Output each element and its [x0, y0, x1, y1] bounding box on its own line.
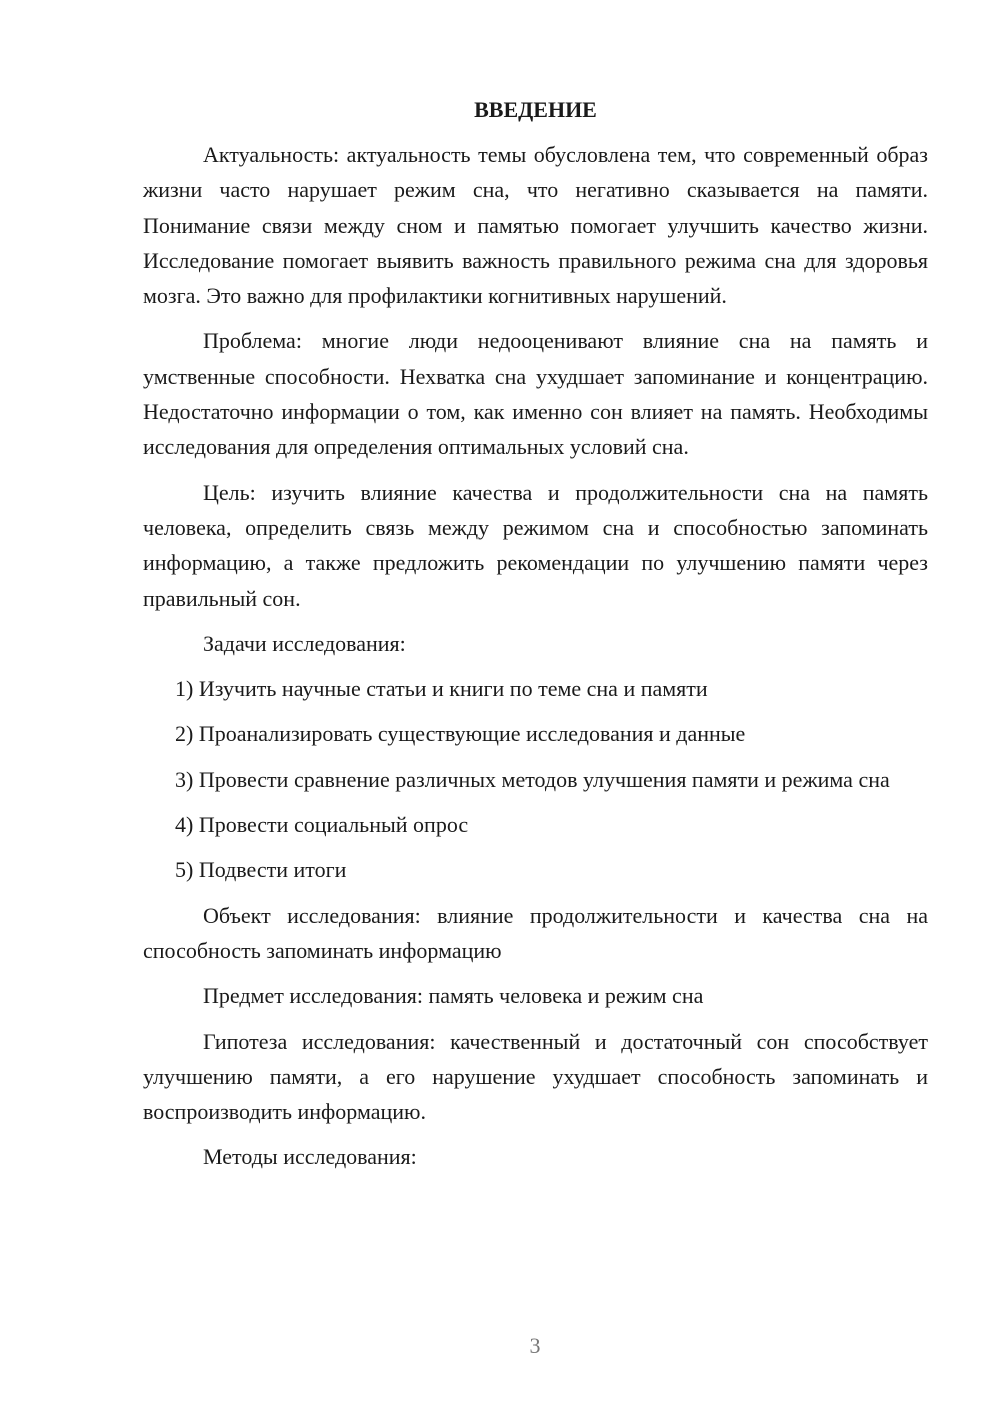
tasks-heading: Задачи исследования:	[203, 630, 406, 656]
page-title: ВВЕДЕНИЕ	[474, 97, 597, 122]
relevance-paragraph: Актуальность: актуальность темы обусловлена тем, что современный образ жизни часто нарушает режим сна, что негативно сказывается на памяти. Понимание связи между сном и памятью помогает улучшить качество жизни. Исследование помогает выявить важность правильного режима сна для здоровья мозга. Это важно для профилактики когнитивных нарушений.	[143, 142, 928, 309]
task-item-3: 3) Провести сравнение различных методов улучшения памяти и режима сна	[175, 766, 890, 792]
methods-heading: Методы исследования:	[203, 1144, 417, 1170]
hypothesis-paragraph: Гипотеза исследования: качественный и достаточный сон способствует улучшению памяти, а его нарушение ухудшает способность запоминать и воспроизводить информацию.	[143, 1028, 928, 1125]
task-item-4: 4) Провести социальный опрос	[175, 812, 469, 838]
task-item-2: 2) Проанализировать существующие исследования и данные	[175, 721, 746, 747]
subject-paragraph: Предмет исследования: память человека и режим сна	[203, 983, 704, 1009]
document-page	[143, 92, 928, 1175]
task-item-1: 1) Изучить научные статьи и книги по теме сна и памяти	[175, 676, 708, 702]
goal-paragraph: Цель: изучить влияние качества и продолжительности сна на память человека, определить связь между режимом сна и способностью запоминать информацию, а также предложить рекомендации по улучшению памяти через правильный сон.	[143, 479, 928, 611]
page-number: 3	[529, 1333, 541, 1358]
object-paragraph: Объект исследования: влияние продолжительности и качества сна на способность запоминать информацию	[143, 902, 928, 963]
task-item-5: 5) Подвести итоги	[175, 857, 347, 883]
problem-paragraph: Проблема: многие люди недооценивают влияние сна на память и умственные способности. Нехватка сна ухудшает запоминание и концентрацию. Недостаточно информации о том, как именно сон влияет на память. Необходимы исследования для определения оптимальных условий сна.	[143, 328, 928, 460]
